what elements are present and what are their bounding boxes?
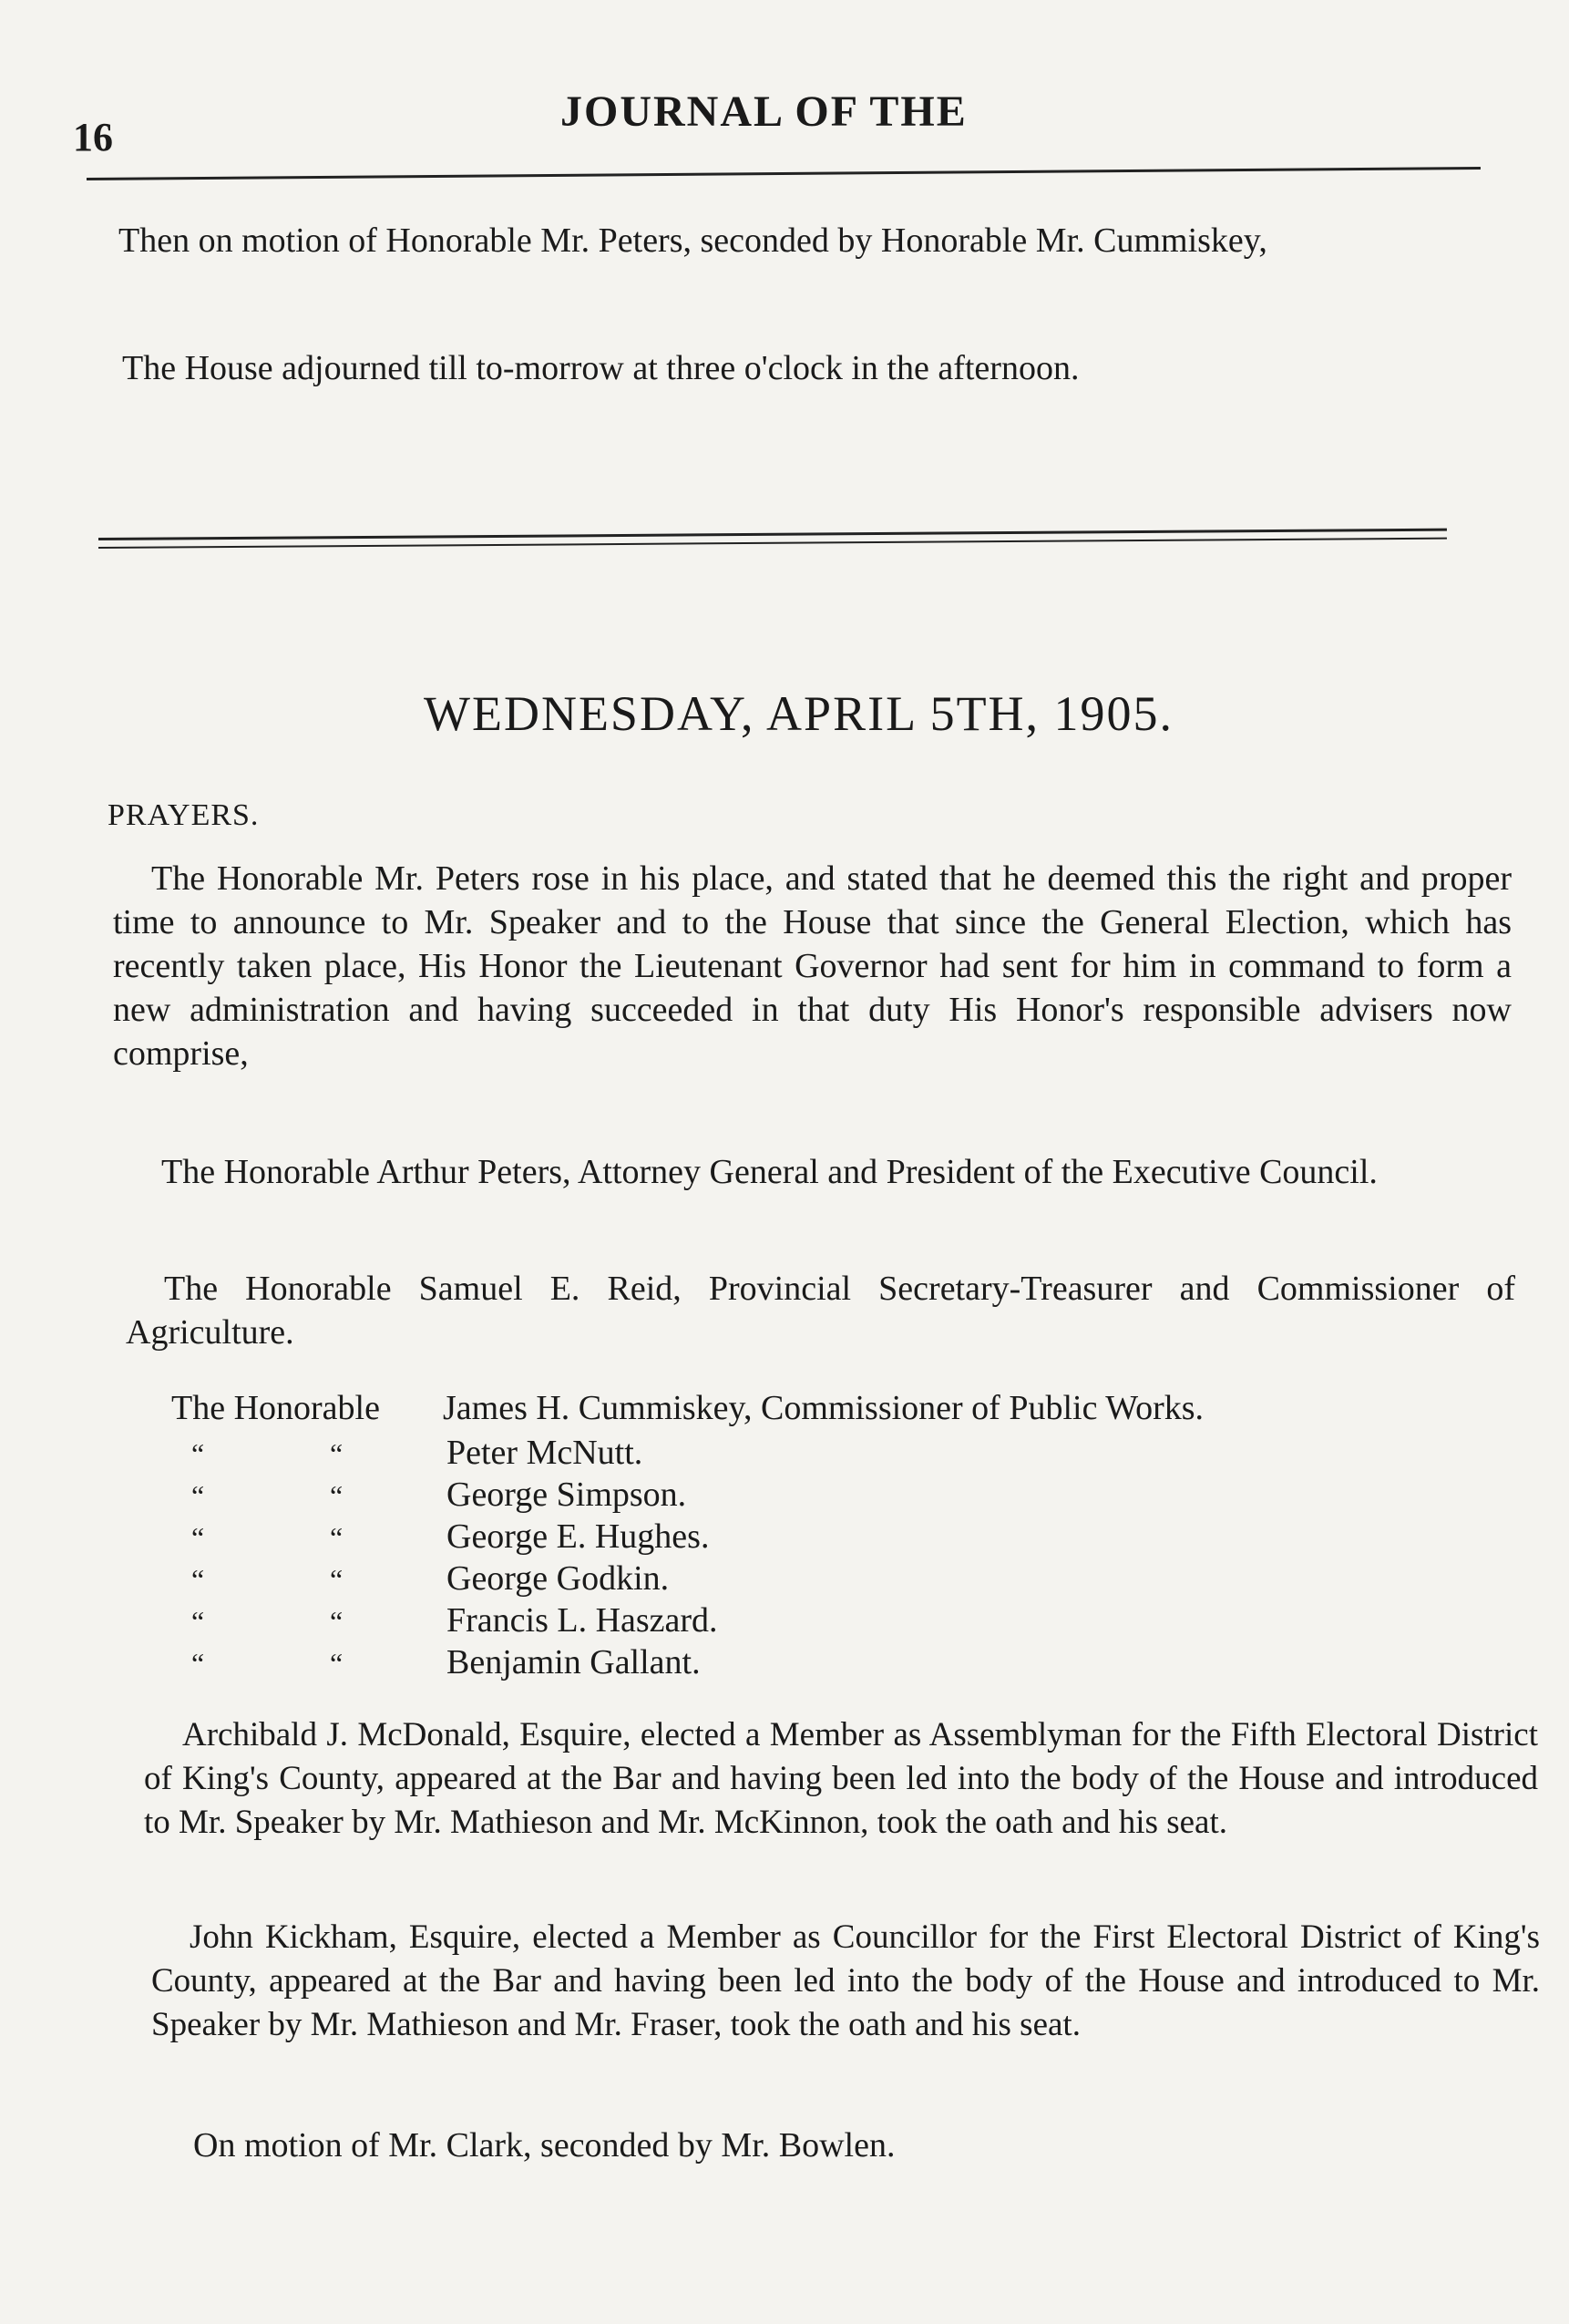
section-divider-bottom [98,538,1447,549]
ditto-mark: “ [191,1605,205,1638]
minister-name: Benjamin Gallant. [446,1643,701,1681]
honorable-prefix: The Honorable [171,1389,380,1427]
prayers-heading: PRAYERS. [108,798,260,832]
announcement-paragraph: The Honorable Mr. Peters rose in his place, and stated that he deemed this the right and proper time to announce to Mr. Speaker and to the House that since the General Election, which has recently taken place, His Honor the Lieutenant Governor had sent for him in command to form a new administration and having succeeded in that duty His Honor's responsible advisers now comprise, [113,859,1512,1073]
ditto-mark: “ [191,1647,205,1680]
minister-cummiskey [171,1387,1447,1429]
minister-reid: The Honorable Samuel E. Reid, Provincial Secretary-Treasurer and Commissioner of Agriculture. [126,1270,1515,1352]
minister-name: George E. Hughes. [446,1517,710,1556]
ditto-mark: “ [191,1521,205,1554]
running-head [73,87,1476,159]
date-heading: WEDNESDAY, APRIL 5TH, 1905. [424,686,1174,741]
member-kickham-paragraph: John Kickham, Esquire, elected a Member as Councillor for the First Electoral District of King's County, appeared at the Bar and having been led into the body of the House and introduced to Mr. Speaker by Mr. Mathieson and Mr. Fraser, took the oath and his seat. [151,1918,1540,2043]
ditto-mark: “ [330,1605,344,1638]
minister-name: George Godkin. [446,1559,670,1598]
cummiskey-name: James H. Cummiskey, Commissioner of Public Works. [443,1389,1205,1427]
ditto-mark: “ [191,1479,205,1512]
running-title: JOURNAL OF THE [560,87,968,136]
minister-name: Francis L. Haszard. [446,1601,718,1640]
ditto-mark: “ [330,1563,344,1596]
page-number: 16 [73,115,113,159]
ditto-mark: “ [191,1563,205,1596]
ditto-mark: “ [330,1479,344,1512]
final-motion-paragraph: On motion of Mr. Clark, seconded by Mr. Bowlen. [193,2126,896,2165]
adjournment-paragraph: The House adjourned till to-morrow at three o'clock in the afternoon. [122,349,1080,387]
ditto-mark: “ [330,1521,344,1554]
member-mcdonald-paragraph: Archibald J. McDonald, Esquire, elected a Member as Assemblyman for the Fifth Electoral District of King's County, appeared at the Bar and having been led into the body of the House and introduced to Mr. Speaker by Mr. Mathieson and Mr. McKinnon, took the oath and his seat. [144,1716,1538,1841]
ditto-mark: “ [191,1437,205,1470]
ditto-mark: “ [330,1647,344,1680]
ditto-mark: “ [330,1437,344,1470]
header-rule [87,167,1481,180]
minister-name: Peter McNutt. [446,1434,643,1472]
minister-name: George Simpson. [446,1476,687,1514]
minister-peters: The Honorable Arthur Peters, Attorney General and President of the Executive Council. [161,1153,1378,1191]
motion-paragraph: Then on motion of Honorable Mr. Peters, seconded by Honorable Mr. Cummiskey, [118,221,1267,260]
